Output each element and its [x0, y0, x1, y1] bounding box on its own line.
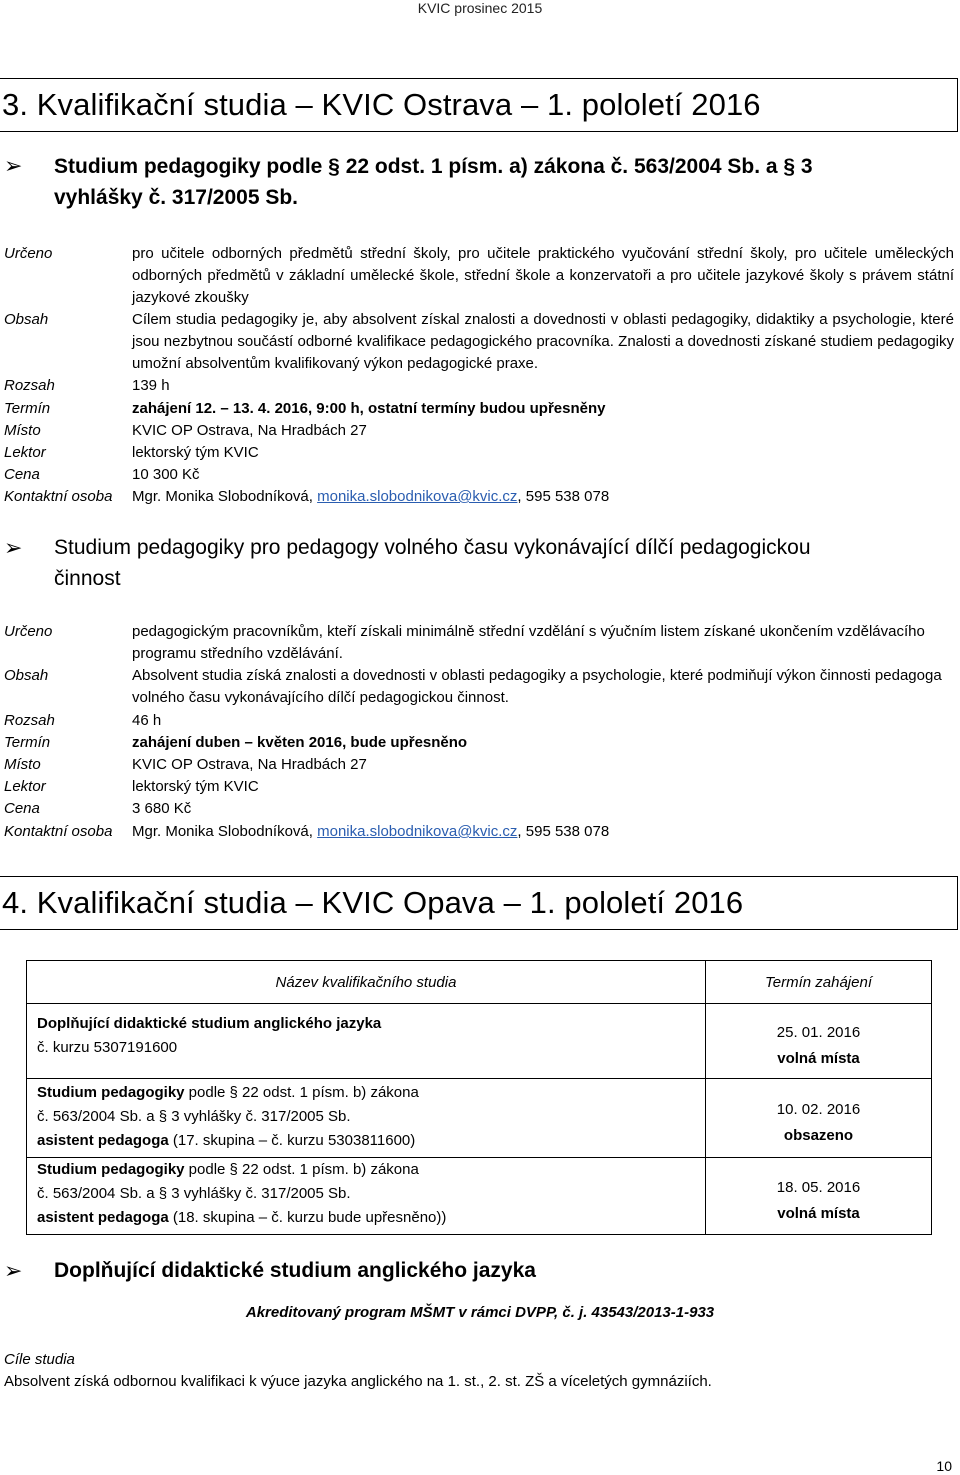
table-cell-name [27, 1004, 706, 1079]
table-cell-date [706, 1004, 932, 1079]
label-urceno: Určeno [4, 623, 53, 640]
course-2-rozsah: 46 h [132, 712, 162, 729]
course-date: 25. 01. 2016 [776, 1023, 861, 1041]
table-cell-date [706, 1079, 932, 1158]
contact-email-link[interactable]: monika.slobodnikova@kvic.cz [317, 488, 518, 505]
course-1-urceno: pro učitele odborných předmětů střední školy, pro učitele praktického vyučování střední školy, pro učitele uměleckých odborných předmětů v základní umělecké škole, střední škole a konzervatoři a pro učitele jazykové školy s právem státní jazykové zkoušky [132, 245, 954, 306]
label-misto: Místo [4, 756, 41, 773]
course-2-obsah: Absolvent studia získá znalosti a dovednosti v oblasti pedagogiky a psychologie, které podmiňují výkon činnosti pedagoga volného času vykonávajícího dílčí pedagogickou činnost. [132, 667, 942, 706]
table-cell-name [27, 1079, 706, 1158]
course-group: (17. skupina – č. kurzu 5303811600) [168, 1132, 416, 1149]
course-2-lektor: lektorský tým KVIC [132, 778, 259, 795]
course-2-cena: 3 680 Kč [132, 800, 192, 817]
section-4-title: 4. Kvalifikační studia – KVIC Opava – 1. pololetí 2016 [0, 876, 958, 930]
course-1-kontakt [132, 486, 954, 508]
bullet-arrow-icon: ➢ [4, 1258, 23, 1283]
label-obsah: Obsah [4, 667, 49, 684]
label-rozsah: Rozsah [4, 712, 55, 729]
label-termin: Termín [4, 734, 51, 751]
course-date: 10. 02. 2016 [776, 1100, 861, 1118]
course-code: č. kurzu 5307191600 [37, 1039, 178, 1056]
label-rozsah: Rozsah [4, 377, 55, 394]
label-termin: Termín [4, 400, 51, 417]
page-number: 10 [936, 1458, 952, 1474]
course-law: podle § 22 odst. 1 písm. b) zákona [184, 1084, 419, 1101]
table-header-row [27, 961, 932, 1004]
table-header-date: Termín zahájení [706, 961, 932, 1004]
page-header: KVIC prosinec 2015 [417, 0, 543, 16]
course-1-cena: 10 300 Kč [132, 466, 200, 483]
label-kontakt: Kontaktní osoba [4, 488, 113, 505]
course-2-heading-line2: činnost [54, 567, 121, 590]
table-row [27, 1158, 932, 1235]
table-cell-date [706, 1158, 932, 1235]
table-header-name: Název kvalifikačního studia [27, 961, 706, 1004]
course-name: Studium pedagogiky [37, 1161, 185, 1178]
course-3-heading: Doplňující didaktické studium anglického jazyka [54, 1259, 536, 1282]
course-status: obsazeno [783, 1126, 854, 1144]
label-kontakt: Kontaktní osoba [4, 823, 113, 840]
label-cena: Cena [4, 800, 40, 817]
contact-phone: , 595 538 078 [517, 823, 610, 840]
label-cile-studia: Cíle studia [4, 1351, 75, 1368]
courses-table [26, 960, 932, 1235]
label-lektor: Lektor [4, 778, 46, 795]
contact-email-link[interactable]: monika.slobodnikova@kvic.cz [317, 823, 518, 840]
course-status: volná místa [777, 1204, 860, 1222]
course-2-kontakt [132, 821, 954, 843]
course-1-obsah: Cílem studia pedagogiky je, aby absolvent získal znalosti a dovednosti v oblasti pedagogiky, didaktiky a psychologie, které jsou nezbytnou součástí odborné kvalifikace pedagogického pracovníka. Znalosti a dovednosti získané studiem pedagogiky umožní absolventům kvalifikovaný výkon pedagogické praxe. [132, 311, 954, 372]
contact-phone: , 595 538 078 [517, 488, 610, 505]
bullet-arrow-icon: ➢ [4, 535, 23, 560]
course-2-termin: zahájení duben – květen 2016, bude upřesněno [132, 734, 468, 751]
course-law: podle § 22 odst. 1 písm. b) zákona [184, 1161, 419, 1178]
course-law-line2: č. 563/2004 Sb. a § 3 vyhlášky č. 317/2005 Sb. [37, 1108, 351, 1125]
section-3-title: 3. Kvalifikační studia – KVIC Ostrava – 1. pololetí 2016 [0, 78, 958, 132]
contact-name: Mgr. Monika Slobodníková, [132, 823, 318, 840]
table-row [27, 1079, 932, 1158]
accreditation-note: Akreditovaný program MŠMT v rámci DVPP, č. j. 43543/2013-1-933 [245, 1304, 715, 1321]
course-group: (18. skupina – č. kurzu bude upřesněno)) [168, 1209, 447, 1226]
label-obsah: Obsah [4, 311, 49, 328]
course-2-heading-line1: Studium pedagogiky pro pedagogy volného času vykonávající dílčí pedagogickou [54, 536, 811, 559]
course-1-lektor: lektorský tým KVIC [132, 444, 259, 461]
course-name: Studium pedagogiky [37, 1084, 185, 1101]
course-2-misto: KVIC OP Ostrava, Na Hradbách 27 [132, 756, 367, 773]
bullet-arrow-icon: ➢ [4, 153, 23, 178]
course-1-rozsah: 139 h [132, 377, 170, 394]
label-cena: Cena [4, 466, 40, 483]
course-status: volná místa [777, 1049, 860, 1067]
label-misto: Místo [4, 422, 41, 439]
course-name: Doplňující didaktické studium anglického jazyka [37, 1015, 382, 1032]
course-date: 18. 05. 2016 [776, 1178, 861, 1196]
course-1-heading-line1: Studium pedagogiky podle § 22 odst. 1 písm. a) zákona č. 563/2004 Sb. a § 3 [54, 155, 813, 178]
table-cell-name [27, 1158, 706, 1235]
course-1-heading-line2: vyhlášky č. 317/2005 Sb. [54, 186, 299, 209]
course-law-line2: č. 563/2004 Sb. a § 3 vyhlášky č. 317/2005 Sb. [37, 1185, 351, 1202]
course-1-misto: KVIC OP Ostrava, Na Hradbách 27 [132, 422, 367, 439]
contact-name: Mgr. Monika Slobodníková, [132, 488, 318, 505]
table-row [27, 1004, 932, 1079]
label-lektor: Lektor [4, 444, 46, 461]
course-role: asistent pedagoga [37, 1209, 169, 1226]
course-1-termin: zahájení 12. – 13. 4. 2016, 9:00 h, ostatní termíny budou upřesněny [132, 400, 606, 417]
label-urceno: Určeno [4, 245, 53, 262]
course-role: asistent pedagoga [37, 1132, 169, 1149]
course-2-urceno: pedagogickým pracovníkům, kteří získali minimálně střední vzdělání s výučním listem získané ukončením vzdělávacího programu středního vzdělávání. [132, 623, 925, 662]
cile-studia-text: Absolvent získá odbornou kvalifikaci k výuce jazyka anglického na 1. st., 2. st. ZŠ a víceletých gymnáziích. [4, 1373, 712, 1390]
